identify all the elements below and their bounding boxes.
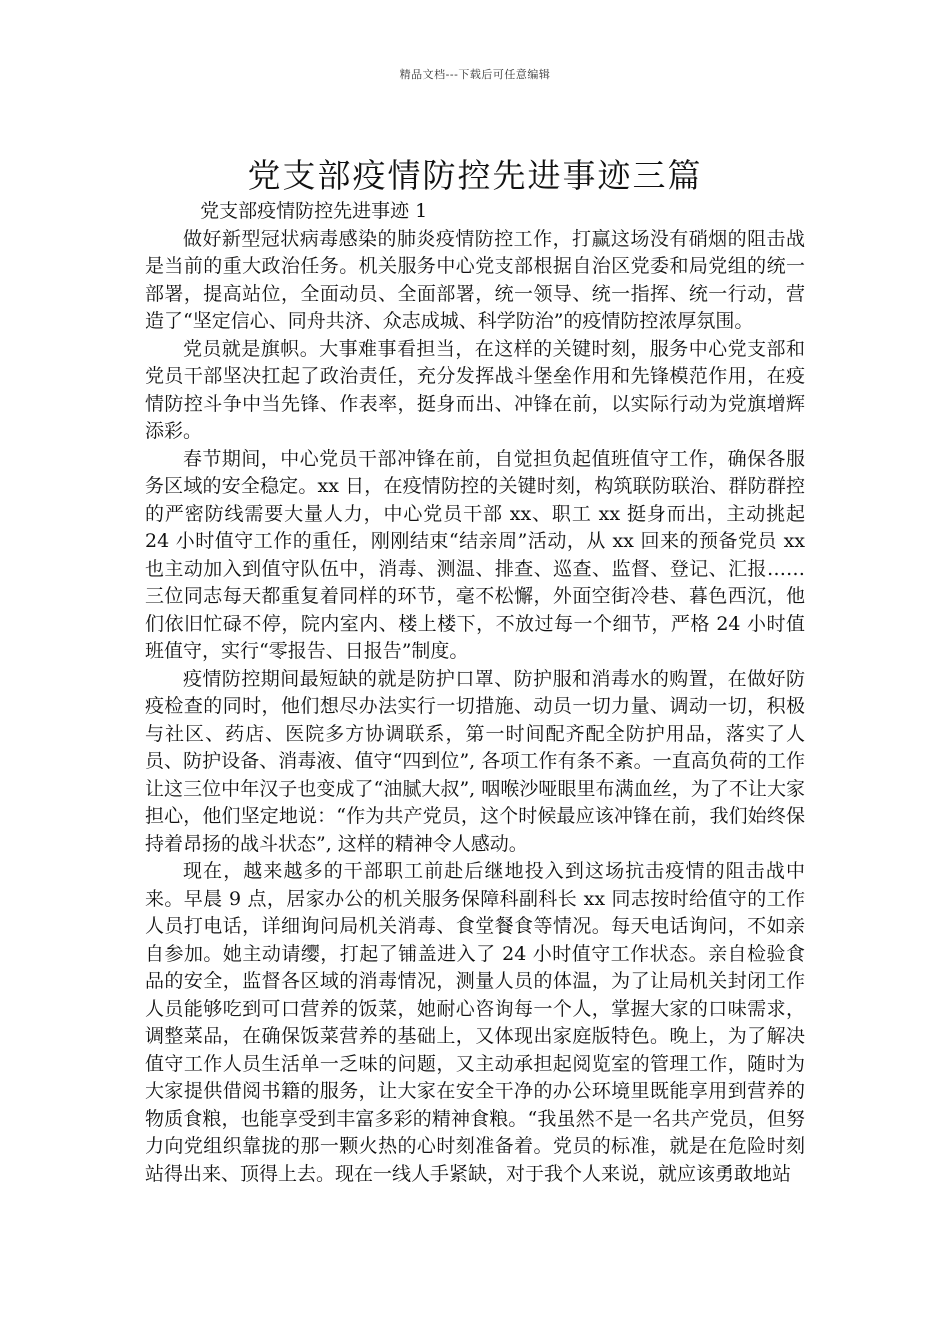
- document-body: [145, 198, 805, 1188]
- body-paragraph: 现在，越来越多的干部职工前赴后继地投入到这场抗击疫情的阻击战中来。早晨 9 点，居家办公的机关服务保障科副科长 xx 同志按时给值守的工作人员打电话，详细询问局机关消毒、食堂餐食等情况。每天电话询问，不如亲自参加。她主动请缨，打起了铺盖进入了 24 小时值守工作状态。亲自检验食品的安全，监督各区域的消毒情况，测量人员的体温，为了让局机关封闭工作人员能够吃到可口营养的饭菜，她耐心咨询每一个人，掌握大家的口味需求，调整菜品，在确保饭菜营养的基础上，又体现出家庭版特色。晚上，为了解决值守工作人员生活单一乏味的问题，又主动承担起阅览室的管理工作，随时为大家提供借阅书籍的服务，让大家在安全干净的办公环境里既能享用到营养的物质食粮，也能享受到丰富多彩的精神食粮。“我虽然不是一名共产党员，但努力向党组织靠拢的那一颗火热的心时刻准备着。党员的标准，就是在危险时刻站得出来、顶得上去。现在一线人手紧缺，对于我个人来说，就应该勇敢地站: [145, 860, 805, 1185]
- body-paragraph: 疫情防控期间最短缺的就是防护口罩、防护服和消毒水的购置，在做好防疫检查的同时，他们想尽办法实行一切措施、动员一切力量、调动一切，积极与社区、药店、医院多方协调联系，第一时间配齐配全防护用品，落实了人员、防护设备、消毒液、值守“四到位”, 各项工作有条不紊。一直高负荷的工作让这三位中年汉子也变成了“油腻大叔”, 咽喉沙哑眼里布满血丝，为了不让大家担心，他们坚定地说：“作为共产党员，这个时候最应该冲锋在前，我们始终保持着昂扬的战斗状态”, 这样的精神令人感动。: [145, 667, 805, 855]
- body-paragraph: 党员就是旗帜。大事难事看担当，在这样的关键时刻，服务中心党支部和党员干部坚决扛起了政治责任，充分发挥战斗堡垒作用和先锋模范作用，在疫情防控斗争中当先锋、作表率，挺身而出、冲锋在前，以实际行动为党旗增辉添彩。: [145, 337, 805, 442]
- body-paragraph: 做好新型冠状病毒感染的肺炎疫情防控工作，打赢这场没有硝烟的阻击战是当前的重大政治任务。机关服务中心党支部根据自治区党委和局党组的统一部署，提高站位，全面动员、全面部署，统一领导、统一指挥、统一行动，营造了“坚定信心、同舟共济、众志成城、科学防治”的疫情防控浓厚氛围。: [145, 227, 805, 332]
- document-title: 党支部疫情防控先进事迹三篇: [247, 156, 703, 196]
- header-note: 精品文档---下载后可任意编辑: [399, 68, 551, 81]
- section-title: 党支部疫情防控先进事迹 1: [200, 200, 428, 222]
- body-paragraph: 春节期间，中心党员干部冲锋在前，自觉担负起值班值守工作，确保各服务区域的安全稳定。xx 日，在疫情防控的关键时刻，构筑联防联治、群防群控的严密防线需要大量人力，中心党员干部 xx、职工 xx 挺身而出，主动挑起 24 小时值守工作的重任，刚刚结束“结亲周”活动，从 xx 回来的预备党员 xx 也主动加入到值守队伍中，消毒、测温、排查、巡查、监督、登记、汇报……三位同志每天都重复着同样的环节，毫不松懈，外面空街冷巷、暮色西沉，他们依旧忙碌不停，院内室内、楼上楼下，不放过每一个细节，严格 24 小时值班值守，实行“零报告、日报告”制度。: [145, 447, 805, 662]
